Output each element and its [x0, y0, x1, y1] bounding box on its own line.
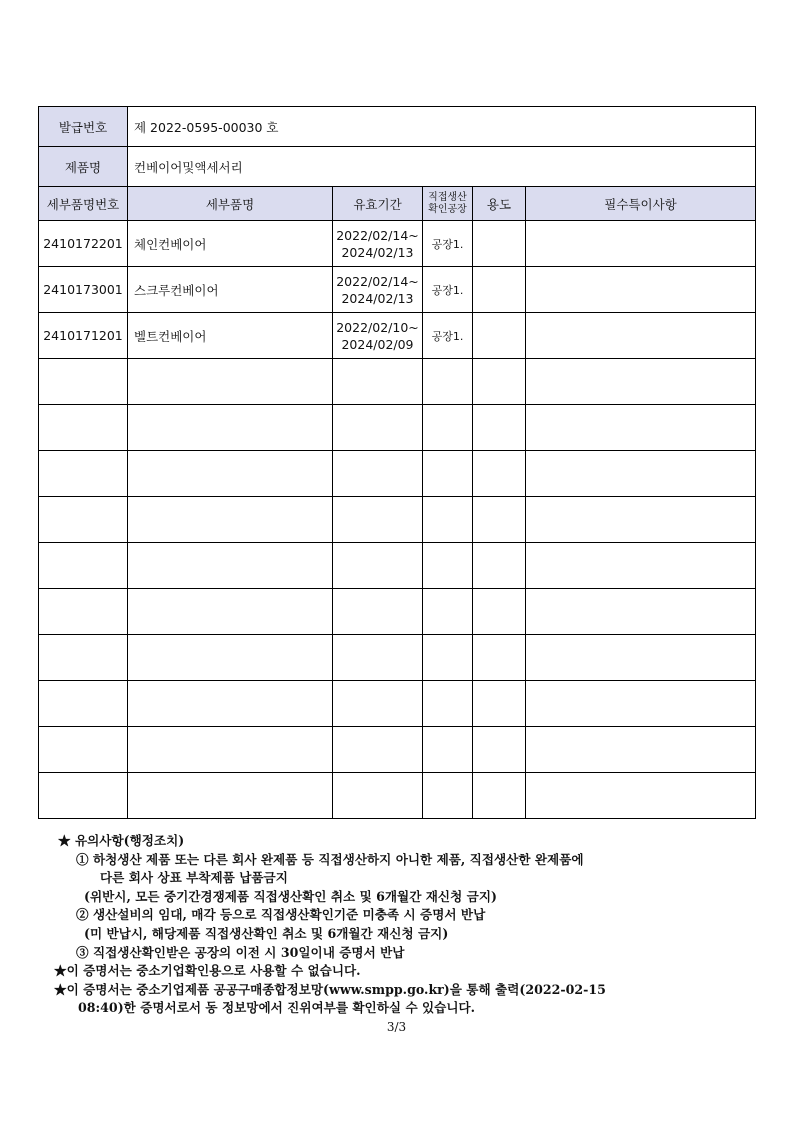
star-note-usage: ★이 증명서는 중소기업확인용으로 사용할 수 없습니다. — [54, 963, 361, 979]
empty-table-row — [39, 635, 756, 681]
row-name: 스크루컨베이어 — [128, 267, 333, 313]
star-note-verification-line-1: ★이 증명서는 중소기업제품 공공구매종합정보망(www.smpp.go.kr)을 통해 출력(2022-02-15 — [54, 981, 606, 997]
empty-table-row — [39, 589, 756, 635]
empty-table-row — [39, 451, 756, 497]
row-validity-to: 2024/02/13 — [341, 290, 414, 306]
table-row — [39, 221, 756, 267]
row-notes — [526, 313, 756, 359]
empty-table-row — [39, 359, 756, 405]
note-2-line-2: (미 반납시, 해당제품 직접생산확인 취소 및 6개월간 재신청 금지) — [84, 925, 449, 941]
row-validity-from: 2022/02/10~ — [336, 319, 419, 335]
row-validity-from: 2022/02/14~ — [336, 273, 419, 289]
note-3: ③ 직접생산확인받은 공장의 이전 시 30일이내 증명서 반납 — [76, 944, 405, 960]
col-header-notes: 필수특이사항 — [526, 187, 756, 221]
row-validity-to: 2024/02/13 — [341, 244, 414, 260]
row-usage — [473, 221, 526, 267]
row-validity-from: 2022/02/14~ — [336, 227, 419, 243]
product-name-row — [39, 147, 756, 187]
row-notes — [526, 267, 756, 313]
note-1-line-1: ① 하청생산 제품 또는 다른 회사 완제품 등 직접생산하지 아니한 제품, 직접생산한 완제품에 — [76, 851, 584, 867]
issue-number-row — [39, 107, 756, 147]
row-code: 2410172201 — [39, 221, 128, 267]
product-name-label: 제품명 — [39, 147, 128, 187]
note-2-line-1: ② 생산설비의 임대, 매각 등으로 직접생산확인기준 미충족 시 증명서 반납 — [76, 907, 486, 923]
row-validity — [333, 221, 423, 267]
empty-table-row — [39, 405, 756, 451]
note-1-line-2: 다른 회사 상표 부착제품 납품금지 — [100, 870, 288, 886]
table-row — [39, 313, 756, 359]
col-header-usage: 용도 — [473, 187, 526, 221]
row-usage — [473, 267, 526, 313]
product-name-value: 컨베이어및액세서리 — [128, 147, 756, 187]
notes-section — [54, 832, 758, 1018]
col-header-factory-line2: 확인공장 — [428, 203, 467, 215]
col-header-factory-line1: 직접생산 — [428, 191, 467, 203]
col-header-validity: 유효기간 — [333, 187, 423, 221]
row-validity — [333, 267, 423, 313]
row-factory: 공장1. — [423, 267, 473, 313]
empty-table-row — [39, 727, 756, 773]
column-header-row — [39, 187, 756, 221]
note-1-line-3: (위반시, 모든 중기간경쟁제품 직접생산확인 취소 및 6개월간 재신청 금지) — [84, 888, 497, 904]
star-note-verification-line-2: 08:40)한 증명서로서 동 정보망에서 진위여부를 확인하실 수 있습니다. — [78, 1000, 476, 1016]
table-row — [39, 267, 756, 313]
row-code: 2410171201 — [39, 313, 128, 359]
page-number: 3/3 — [386, 1020, 407, 1034]
row-code: 2410173001 — [39, 267, 128, 313]
col-header-code: 세부품명번호 — [39, 187, 128, 221]
row-validity — [333, 313, 423, 359]
row-validity-to: 2024/02/09 — [341, 336, 414, 352]
empty-table-row — [39, 681, 756, 727]
row-name: 벨트컨베이어 — [128, 313, 333, 359]
issue-number-label: 발급번호 — [39, 107, 128, 147]
issue-number-value: 제 2022-0595-00030 호 — [128, 107, 756, 147]
row-factory: 공장1. — [423, 221, 473, 267]
row-name: 체인컨베이어 — [128, 221, 333, 267]
empty-table-row — [39, 773, 756, 819]
row-usage — [473, 313, 526, 359]
col-header-name: 세부품명 — [128, 187, 333, 221]
notes-title: ★ 유의사항(행정조치) — [58, 833, 185, 848]
col-header-factory — [423, 187, 473, 221]
empty-table-row — [39, 543, 756, 589]
row-notes — [526, 221, 756, 267]
certificate-table — [38, 106, 756, 819]
empty-table-row — [39, 497, 756, 543]
row-factory: 공장1. — [423, 313, 473, 359]
